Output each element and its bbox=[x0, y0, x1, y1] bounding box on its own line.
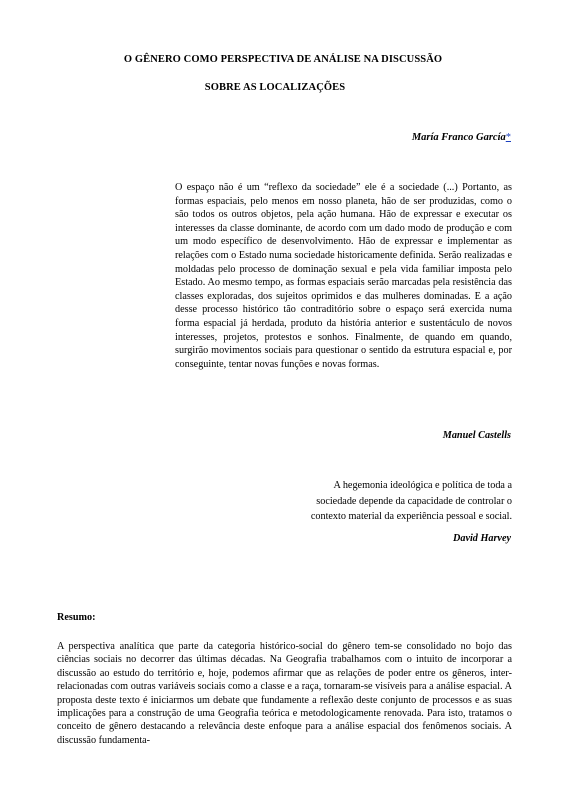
abstract-text: A perspectiva analítica que parte da categoria histórico-social do gênero tem-se consolidado no bojo das ciências sociais no decorrer das últimas décadas. Na Geografia trabalhamos com o intuito de incorporar a discussão ao estudo do território e, hoje, podemos afirmar que as relações de poder entre os gêneros, inter-relacionadas com outras variáveis sociais como a classe e a raça, tornaram-se visíveis para a análise espacial. A proposta deste texto é iniciarmos um debate que fundamente a reflexão deste conjunto de processos e as suas implicações para a construção de uma Geografia teórica e metodologicamente renovada. Para isto, tratamos o conceito de gênero destacando a relevância deste enfoque para a análise espacial dos fenômenos sociais. A discussão fundamenta- bbox=[57, 641, 512, 746]
epigraph-harvey-line-3: contexto material da experiência pessoal e social. bbox=[310, 511, 512, 522]
paper-title-line-2: SOBRE AS LOCALIZAÇÕES bbox=[204, 82, 346, 93]
epigraph-harvey-line-1: A hegemonia ideológica e política de toda a bbox=[333, 480, 512, 491]
abstract-heading: Resumo: bbox=[57, 612, 96, 623]
author-byline bbox=[412, 132, 511, 143]
epigraph-castells: O espaço não é um “reflexo da sociedade” ele é a sociedade (...) Portanto, as formas espaciais, pelo menos em nosso planeta, hão de ser produzidas, como o são todos os outros objetos, pela ação humana. Hão de expressar e executar os interesses da classe dominante, de acordo com um dado modo de produção e com um modo específico de desenvolvimento. Hão de expressar e implementar as relações com o Estado numa sociedade historicamente definida. Serão realizadas e moldadas pelo processo de dominação sexual e pela vida familiar imposta pelo Estado. Ao mesmo tempo, as formas espaciais serão marcadas pela resistência das classes exploradas, dos sujeitos oprimidos e das mulheres dominadas. E a ação desse processo histórico tão contraditório sobre o espaço será exercida numa forma espacial já herdada, produto da história anterior e sustentáculo de novos interesses, projetos, protestos e sonhos. Finalmente, de quando em quando, surgirão movimentos sociais para questionar o sentido da estrutura espacial e, por conseguinte, tentar novas funções e novas formas. bbox=[175, 182, 512, 370]
author-name: María Franco García bbox=[411, 132, 506, 143]
epigraph-harvey-line-2: sociedade depende da capacidade de controlar o bbox=[316, 495, 512, 507]
author-footnote-link[interactable]: * bbox=[505, 132, 511, 143]
epigraph-castells-attribution: Manuel Castells bbox=[442, 430, 511, 441]
paper-title-line-1: O GÊNERO COMO PERSPECTIVA DE ANÁLISE NA DISCUSSÃO bbox=[123, 54, 443, 65]
epigraph-harvey-attribution: David Harvey bbox=[453, 533, 511, 544]
epigraph-harvey bbox=[282, 478, 512, 525]
